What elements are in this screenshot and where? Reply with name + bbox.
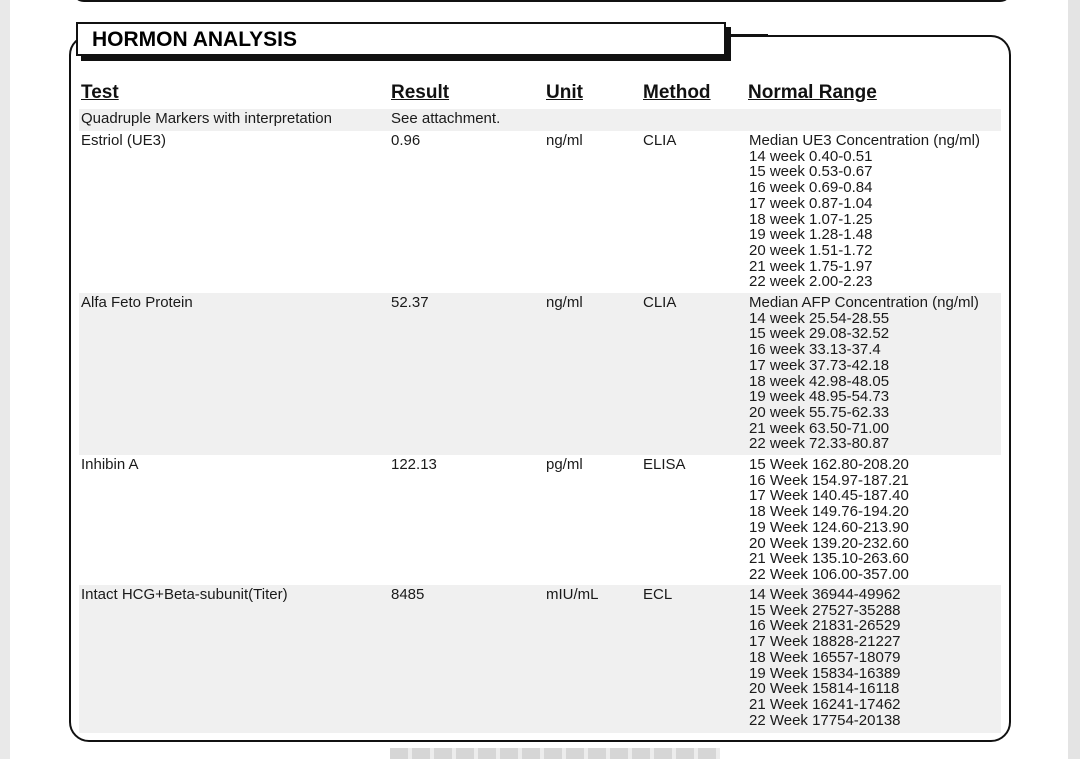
range-line: 14 week 0.40-0.51 bbox=[749, 147, 873, 165]
cell-unit: ng/ml bbox=[546, 294, 583, 311]
range-line: 21 Week 16241-17462 bbox=[749, 695, 901, 713]
range-line: 18 Week 16557-18079 bbox=[749, 648, 901, 666]
range-line: 21 week 1.75-1.97 bbox=[749, 257, 873, 275]
range-line: 18 week 1.07-1.25 bbox=[749, 210, 873, 228]
range-line: 20 week 55.75-62.33 bbox=[749, 403, 890, 421]
range-line: 22 Week 106.00-357.00 bbox=[749, 565, 909, 583]
range-line: 21 week 63.50-71.00 bbox=[749, 419, 890, 437]
section-header bbox=[76, 22, 726, 56]
range-line: 17 week 0.87-1.04 bbox=[749, 194, 873, 212]
table-row bbox=[79, 109, 1001, 131]
cell-method: ELISA bbox=[643, 456, 686, 473]
range-line: 18 Week 149.76-194.20 bbox=[749, 503, 909, 521]
range-line: 14 Week 36944-49962 bbox=[749, 586, 901, 603]
range-line: 18 week 42.98-48.05 bbox=[749, 372, 890, 390]
range-line: 16 Week 154.97-187.21 bbox=[749, 471, 909, 489]
section-header-rule bbox=[726, 34, 768, 37]
range-line: 15 week 0.53-0.67 bbox=[749, 163, 873, 181]
column-header-normal-range: Normal Range bbox=[748, 82, 877, 103]
range-line: 20 Week 139.20-232.60 bbox=[749, 534, 909, 552]
cell-method: CLIA bbox=[643, 132, 677, 149]
range-line: 22 Week 17754-20138 bbox=[749, 711, 901, 729]
cell-normal-range bbox=[749, 133, 980, 290]
cell-normal-range bbox=[749, 457, 909, 583]
results-table bbox=[79, 80, 1001, 733]
range-line: 16 week 0.69-0.84 bbox=[749, 179, 873, 197]
cell-test: Inhibin A bbox=[81, 456, 139, 473]
cell-normal-range bbox=[749, 587, 901, 728]
column-header-test: Test bbox=[81, 82, 119, 103]
range-line: 15 week 29.08-32.52 bbox=[749, 325, 890, 343]
range-line: 19 Week 15834-16389 bbox=[749, 664, 901, 682]
table-row bbox=[79, 293, 1001, 455]
cell-method: CLIA bbox=[643, 294, 677, 311]
cell-test: Alfa Feto Protein bbox=[81, 294, 193, 311]
table-row bbox=[79, 585, 1001, 733]
range-line: 15 Week 27527-35288 bbox=[749, 601, 901, 619]
cell-unit: ng/ml bbox=[546, 132, 583, 149]
range-line: 20 week 1.51-1.72 bbox=[749, 241, 873, 259]
cell-unit: pg/ml bbox=[546, 456, 583, 473]
cell-result: See attachment. bbox=[391, 110, 501, 127]
table-header bbox=[79, 80, 1001, 109]
range-line: 14 week 25.54-28.55 bbox=[749, 309, 890, 327]
section-title: HORMON ANALYSIS bbox=[76, 22, 726, 56]
cell-result: 122.13 bbox=[391, 456, 437, 473]
range-line: 17 Week 18828-21227 bbox=[749, 633, 901, 651]
range-line: 22 week 2.00-2.23 bbox=[749, 273, 873, 291]
range-line: 16 week 33.13-37.4 bbox=[749, 341, 881, 359]
cell-test: Estriol (UE3) bbox=[81, 132, 167, 149]
report-page bbox=[10, 0, 1068, 759]
cell-unit: mIU/mL bbox=[546, 586, 599, 603]
column-header-result: Result bbox=[391, 82, 450, 103]
page-edge bbox=[1068, 0, 1080, 759]
range-line: Median UE3 Concentration (ng/ml) bbox=[749, 132, 980, 149]
range-line: Median AFP Concentration (ng/ml) bbox=[749, 294, 979, 311]
range-line: 20 Week 15814-16118 bbox=[749, 680, 900, 698]
cell-result: 52.37 bbox=[391, 294, 429, 311]
range-line: 19 Week 124.60-213.90 bbox=[749, 518, 909, 536]
cell-normal-range bbox=[749, 295, 979, 452]
table-body bbox=[79, 109, 1001, 733]
cell-result: 0.96 bbox=[391, 132, 421, 149]
column-header-unit: Unit bbox=[546, 82, 583, 103]
previous-section-box bbox=[72, 0, 1012, 2]
range-line: 17 Week 140.45-187.40 bbox=[749, 487, 909, 505]
range-line: 19 week 1.28-1.48 bbox=[749, 226, 873, 244]
cell-result: 8485 bbox=[391, 586, 425, 603]
cell-test: Quadruple Markers with interpretation bbox=[81, 110, 332, 127]
range-line: 21 Week 135.10-263.60 bbox=[749, 550, 909, 568]
range-line: 22 week 72.33-80.87 bbox=[749, 435, 890, 453]
table-row bbox=[79, 131, 1001, 293]
range-line: 17 week 37.73-42.18 bbox=[749, 356, 890, 374]
range-line: 19 week 48.95-54.73 bbox=[749, 388, 890, 406]
range-line: 15 Week 162.80-208.20 bbox=[749, 456, 909, 473]
range-line: 16 Week 21831-26529 bbox=[749, 617, 901, 635]
cell-test: Intact HCG+Beta-subunit(Titer) bbox=[81, 586, 288, 603]
cell-method: ECL bbox=[643, 586, 673, 603]
table-row bbox=[79, 455, 1001, 585]
column-header-method: Method bbox=[643, 82, 711, 103]
next-section-fragment bbox=[390, 748, 720, 759]
